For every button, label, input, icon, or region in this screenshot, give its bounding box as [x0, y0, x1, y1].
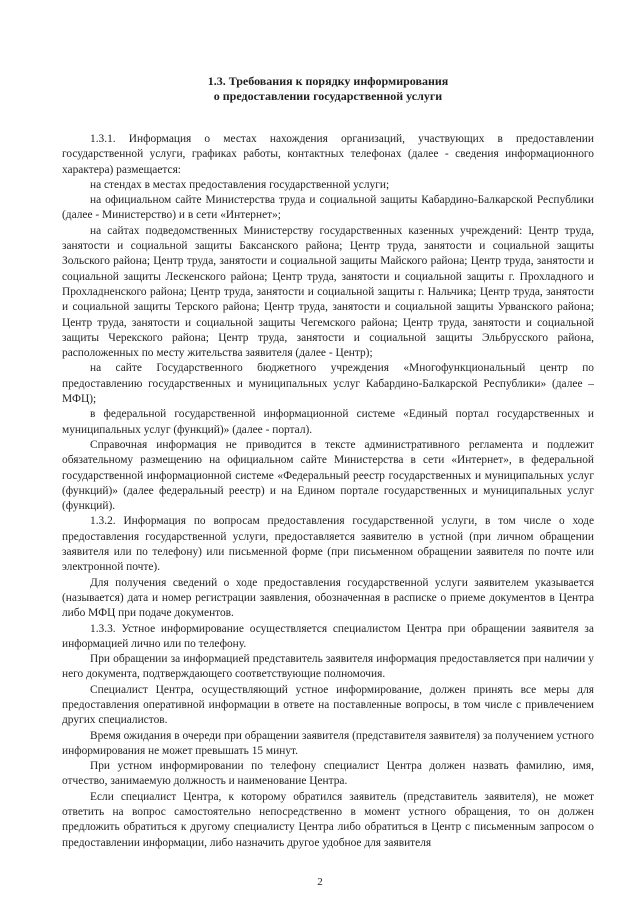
paragraph: на стендах в местах предоставления государственной услуги; — [90, 178, 390, 191]
paragraph: Если специалист Центра, к которому обратился заявитель (представитель заявителя), не может ответить на вопрос самостоятельно непосредственно в момент устного обращения, то он должен предложить обратиться к другому специалисту Центра либо обратиться в Центр с письменным запросом о предоставлении информации, либо назначить другое удобное для заявителя — [62, 790, 594, 849]
paragraph: Для получения сведений о ходе предоставления государственной услуги заявителем указывается (называется) дата и номер регистрации заявления, обозначенная в расписке о приеме документов в Центра либо МФЦ при подаче документов. — [62, 576, 594, 620]
paragraph: 1.3.2. Информация по вопросам предоставления государственной услуги, в том числе о ходе предоставления государственной услуги, предоставляется заявителю в устной (при личном обращении заявителя или по телефону) или письменной форме (при письменном обращении заявителя по почте или электронной почте). — [62, 515, 594, 574]
paragraph: на сайте Государственного бюджетного учреждения «Многофункциональный центр по предоставлению государственных и муниципальных услуг Кабардино-Балкарской Республики» (далее – МФЦ); — [62, 362, 594, 406]
paragraph: на сайтах подведомственных Министерству государственных казенных учреждений: Центр труда, занятости и социальной защиты Баксанского района; Центр труда, занятости и социальной защиты Зольского района; Центр труда, занятости и социальной защиты Майского района; Центр труда, занятости и социальной защиты Лескенского района; Центр труда, занятости и социальной защиты г. Прохладного и Прохладненского района; Центр труда, занятости и социальной защиты г. Нальчика; Центр труда, занятости и социальной защиты Терского района; Центр труда, занятости и социальной защиты Урванского района; Центр труда, занятости и социальной защиты Чегемского района; Центр труда, занятости и социальной защиты Черекского района; Центр труда, занятости и социальной защиты Эльбрусского района, расположенных по месту жительства заявителя (далее - Центр); — [62, 224, 594, 360]
paragraph: на официальном сайте Министерства труда и социальной защиты Кабардино-Балкарской Республики (далее - Министерство) и в сети «Интернет»; — [62, 194, 594, 222]
heading-line-1: 1.3. Требования к порядку информирования — [207, 74, 449, 88]
paragraph: Справочная информация не приводится в тексте административного регламента и подлежит обязательному размещению на официальном сайте Министерства в сети «Интернет», в федеральной государственной информационной системе «Федеральный реестр государственных и муниципальных услуг (функций)» (далее федеральный реестр) и на Едином портале государственных и муниципальных услуг (функций). — [62, 438, 594, 513]
paragraph: в федеральной государственной информационной системе «Единый портал государственных и муниципальных услуг (функций)» (далее - портал). — [62, 408, 594, 436]
section-heading — [62, 74, 594, 104]
paragraph: Время ожидания в очереди при обращении заявителя (представителя заявителя) за получением устного информирования не может превышать 15 минут. — [62, 729, 594, 757]
document-page — [62, 74, 594, 851]
page-number: 2 — [317, 876, 323, 888]
paragraph: Специалист Центра, осуществляющий устное информирование, должен принять все меры для предоставления оперативной информации в ответе на поставленные вопросы, в том числе с привлечением других специалистов. — [62, 683, 594, 727]
paragraph: 1.3.1. Информация о местах нахождения организаций, участвующих в предоставлении государственной услуги, графиках работы, контактных телефонах (далее - сведения информационного характера) размещается: — [62, 133, 594, 176]
paragraph: При устном информировании по телефону специалист Центра должен назвать фамилию, имя, отчество, занимаемую должность и наименование Центра. — [62, 760, 594, 788]
paragraph: При обращении за информацией представитель заявителя информация предоставляется при наличии у него документа, подтверждающего соответствующие полномочия. — [62, 653, 594, 681]
paragraph: 1.3.3. Устное информирование осуществляется специалистом Центра при обращении заявителя за информацией лично или по телефону. — [62, 622, 594, 650]
heading-line-2: о предоставлении государственной услуги — [213, 89, 443, 103]
